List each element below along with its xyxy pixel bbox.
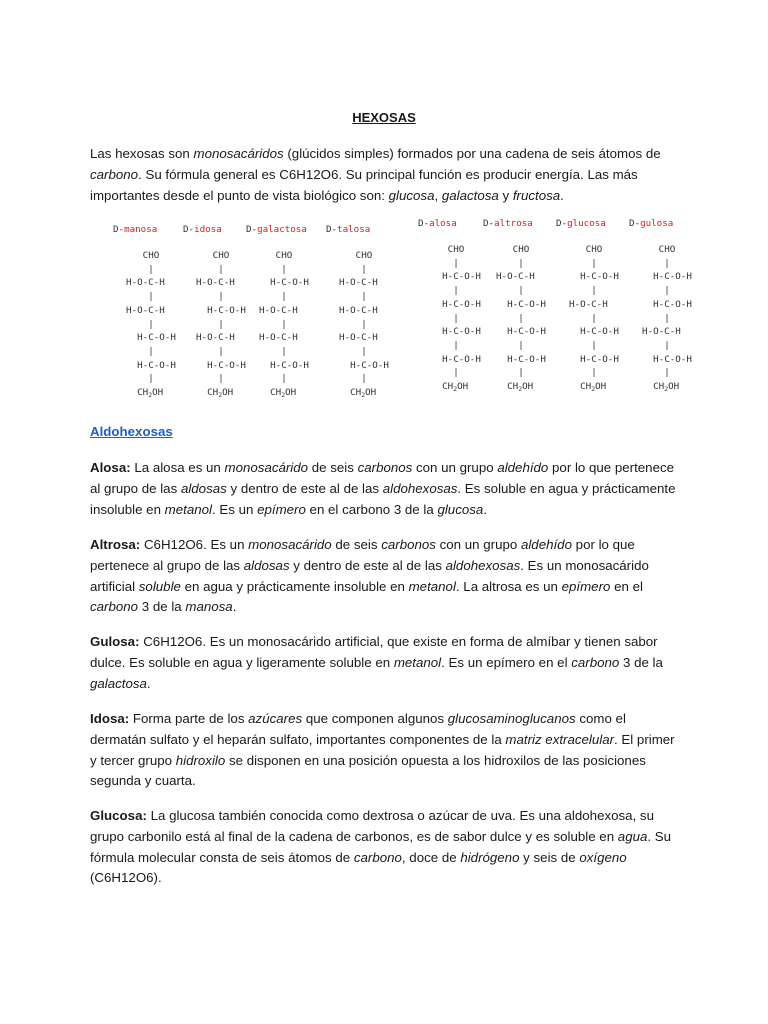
structure-row: | [218, 318, 224, 330]
text: en agua y prácticamente insoluble en [180, 578, 409, 594]
structure-row: H-O-C-H [259, 332, 298, 344]
text: de seis [331, 537, 382, 552]
term-label: Idosa: [90, 711, 130, 726]
text: carbonos [381, 537, 436, 552]
hexose-structures-figure [113, 214, 693, 404]
structure-row: H-O-C-H [339, 277, 378, 289]
text: aldehído [497, 460, 549, 475]
structure-row: | [453, 367, 459, 379]
text: monosacárido [248, 537, 332, 552]
text: que componen algunos [302, 711, 448, 726]
paragraph-alosa [90, 458, 680, 520]
text: . [232, 599, 237, 615]
structure-name [418, 218, 457, 229]
structure-row: H-C-O-H [507, 326, 546, 338]
structure-row: | [453, 312, 459, 324]
structure-row: $CH_2OH$ [350, 387, 377, 399]
text: por lo que pertenece al grupo de las [90, 537, 635, 573]
structure-row: H-C-O-H [507, 353, 546, 365]
structure-row: H-O-C-H [259, 304, 298, 316]
structure-row: CHO [512, 244, 530, 255]
structure-row: H-C-O-H [653, 298, 692, 310]
structure-altrosa [483, 218, 546, 393]
text: La glucosa también conocida como dextrosa o azúcar de uva. Es una aldohexosa, su grupo carbonilo está al final de la cadena de carbonos, es de sabor dulce y es soluble en [90, 808, 654, 844]
text: y dentro de este al de las [226, 480, 383, 496]
structure-row: | [664, 285, 670, 297]
structure-alosa [418, 218, 481, 393]
page-title: HEXOSAS [352, 110, 416, 125]
text: , doce de [401, 849, 461, 865]
text: . Es un [211, 501, 258, 517]
structure-row: | [591, 285, 597, 297]
text: carbonos [357, 460, 413, 475]
structure-row: | [664, 339, 670, 351]
text: . Es un epímero en el [441, 654, 572, 670]
structure-row: CHO [447, 244, 465, 255]
structure-row: | [148, 373, 154, 385]
text: metanol [408, 578, 456, 594]
paragraph-glucosa [90, 806, 680, 889]
text: carbono [353, 849, 402, 865]
structure-row: | [453, 285, 459, 297]
structure-name [326, 224, 370, 235]
term-label: Alosa: [90, 460, 131, 475]
structure-row: CHO [355, 250, 373, 261]
text: monosacárido [224, 460, 309, 475]
structure-row: H-O-C-H [339, 332, 378, 344]
text: metanol [393, 654, 442, 670]
structure-label: gulosa [640, 218, 674, 229]
text: glucosa [437, 501, 484, 517]
structure-row: | [218, 291, 224, 303]
text: aldosas [243, 557, 290, 573]
structure-row: | [664, 312, 670, 324]
structure-row: | [281, 345, 287, 357]
text: hidroxilo [175, 752, 226, 768]
text: , [434, 187, 442, 203]
structure-row: H-C-O-H [137, 359, 176, 371]
structure-row: | [361, 318, 367, 330]
structure-row: H-C-O-H [580, 353, 619, 365]
text: . Su fórmula general es C6H12O6. Su principal función es producir energía. Las más importantes desde el punto de vista biológico son: [90, 166, 638, 203]
structure-row: $CH_2OH$ [270, 387, 297, 399]
text: . Su fórmula molecular consta de seis átomos de [90, 828, 672, 865]
structure-gulosa [629, 218, 692, 393]
structure-row: CHO [142, 250, 160, 261]
structure-prefix: D- [183, 224, 195, 235]
structure-row: H-C-O-H [207, 304, 246, 316]
text: manosa [185, 599, 233, 615]
text: . [146, 675, 151, 691]
structure-prefix: D- [556, 218, 568, 229]
structure-row: H-C-O-H [442, 298, 481, 310]
structure-row: H-O-C-H [196, 332, 235, 344]
structure-row: | [148, 263, 154, 275]
text: azúcares [248, 711, 303, 726]
structure-row: $CH_2OH$ [653, 381, 680, 393]
structure-row: H-O-C-H [339, 304, 378, 316]
text: glucosaminoglucanos [447, 711, 576, 726]
structure-row: | [591, 367, 597, 379]
text: Las hexosas son [90, 146, 194, 161]
structure-row: | [664, 367, 670, 379]
structure-row: H-C-O-H [442, 271, 481, 283]
structure-row: | [518, 312, 524, 324]
text: fructosa [512, 187, 561, 203]
structure-row: H-O-C-H [126, 277, 165, 289]
structure-name [556, 218, 606, 229]
text: carbono [90, 166, 139, 182]
text: monosacáridos [193, 146, 284, 161]
structure-prefix: D- [418, 218, 430, 229]
text: glucosa [388, 187, 435, 203]
structure-row: H-C-O-H [507, 298, 546, 310]
structure-prefix: D- [483, 218, 495, 229]
structure-row: | [361, 345, 367, 357]
text: galactosa [90, 675, 147, 691]
text: en el carbono 3 de la [305, 501, 438, 517]
structure-row: CHO [585, 244, 603, 255]
structure-glucosa [556, 218, 619, 393]
structure-prefix: D- [326, 224, 338, 235]
structure-row: | [361, 263, 367, 275]
structure-row: | [281, 291, 287, 303]
structure-label: altrosa [494, 218, 533, 229]
text: aldehído [520, 537, 572, 552]
term-label: Gulosa: [90, 634, 140, 649]
text: . Es un monosacárido artificial [90, 557, 649, 594]
text: por lo que pertenece al grupo de las [90, 460, 675, 496]
structure-row: | [453, 257, 459, 269]
text: agua [617, 828, 648, 844]
structure-name [483, 218, 533, 229]
structure-prefix: D- [629, 218, 641, 229]
structure-row: H-C-O-H [137, 332, 176, 344]
structure-row: $CH_2OH$ [442, 381, 469, 393]
text: metanol [164, 501, 212, 517]
structure-row: | [591, 312, 597, 324]
structure-row: | [148, 318, 154, 330]
structure-row: H-O-C-H [196, 277, 235, 289]
structure-row: $CH_2OH$ [580, 381, 607, 393]
text: C6H12O6. Es un [140, 537, 249, 552]
structure-row: | [518, 367, 524, 379]
text: carbono [90, 599, 139, 615]
structure-row: H-C-O-H [653, 271, 692, 283]
structure-row: H-C-O-H [653, 353, 692, 365]
structure-row: H-C-O-H [270, 277, 309, 289]
text: carbono [571, 654, 620, 670]
structure-row: H-O-C-H [496, 271, 535, 283]
text: matriz extracelular [505, 731, 615, 747]
structure-row: | [518, 285, 524, 297]
text: galactosa [441, 187, 499, 203]
structure-label: galactosa [257, 224, 307, 235]
text: soluble [138, 578, 181, 594]
text: y [498, 187, 513, 203]
structure-manosa [113, 224, 176, 399]
text: La alosa es un [130, 460, 225, 475]
structure-label: idosa [194, 224, 222, 235]
structure-row: | [218, 345, 224, 357]
structure-name [246, 224, 307, 235]
structure-row: | [591, 257, 597, 269]
structure-label: manosa [124, 224, 158, 235]
structure-row: $CH_2OH$ [207, 387, 234, 399]
structure-label: alosa [429, 218, 457, 229]
structure-row: | [591, 339, 597, 351]
structure-row: | [281, 263, 287, 275]
structure-name [113, 224, 157, 235]
structure-row: H-C-O-H [580, 271, 619, 283]
text: . [483, 501, 487, 517]
structure-row: CHO [658, 244, 676, 255]
structure-prefix: D- [113, 224, 125, 235]
structure-row: | [218, 373, 224, 385]
text: C6H12O6. Es un monosacárido artificial, que existe en forma de almíbar y tienen sabor dulce. Es soluble en agua y ligeramente soluble en [90, 634, 658, 670]
structure-row: H-C-O-H [350, 359, 389, 371]
text: y dentro de este al de las [289, 557, 446, 573]
structure-row: | [281, 318, 287, 330]
structure-row: H-O-C-H [569, 298, 608, 310]
structure-row: | [218, 263, 224, 275]
text: aldosas [180, 480, 227, 496]
text: se disponen en una posición opuesta a los hidroxilos de las posiciones segunda y cuarta. [90, 752, 646, 789]
text: aldohexosas [445, 557, 521, 573]
structure-row: $CH_2OH$ [137, 387, 164, 399]
structure-row: H-C-O-H [207, 359, 246, 371]
structure-row: | [361, 373, 367, 385]
section-link-aldohexosas[interactable]: Aldohexosas [90, 424, 173, 439]
structure-row: | [453, 339, 459, 351]
text: . La altrosa es un [455, 578, 562, 594]
text: aldohexosas [382, 480, 458, 496]
text: como el dermatán sulfato y el heparán sulfato, importantes componentes de la [90, 711, 626, 747]
text: oxígeno [579, 849, 627, 865]
structure-row: | [664, 257, 670, 269]
structure-prefix: D- [246, 224, 258, 235]
text: con un grupo [435, 537, 521, 552]
term-label: Glucosa: [90, 808, 147, 823]
structure-row: H-C-O-H [442, 353, 481, 365]
structure-row: H-O-C-H [642, 326, 681, 338]
structure-name [629, 218, 673, 229]
structure-row: | [148, 345, 154, 357]
text: de seis [308, 460, 358, 475]
structure-row: | [281, 373, 287, 385]
text: epímero [257, 501, 306, 517]
structure-row: H-O-C-H [126, 304, 165, 316]
structure-idosa [183, 224, 246, 399]
text: hidrógeno [460, 849, 520, 865]
structure-row: CHO [212, 250, 230, 261]
structure-row: H-C-O-H [442, 326, 481, 338]
structure-label: glucosa [567, 218, 606, 229]
structure-row: $CH_2OH$ [507, 381, 534, 393]
structure-row: | [361, 291, 367, 303]
paragraph-altrosa [90, 535, 680, 618]
text: . [560, 187, 564, 203]
text: (C6H12O6). [90, 870, 162, 886]
structure-galactosa [246, 224, 309, 399]
paragraph-gulosa [90, 632, 680, 694]
text: y seis de [519, 849, 580, 865]
structure-row: H-C-O-H [270, 359, 309, 371]
text: con un grupo [412, 460, 498, 475]
text: . El primer y tercer grupo [90, 731, 675, 768]
structure-label: talosa [337, 224, 371, 235]
text: (glúcidos simples) formados por una cadena de seis átomos de [283, 146, 661, 161]
text: . Es soluble en agua y prácticamente insoluble en [90, 480, 676, 517]
text: 3 de la [138, 599, 186, 615]
text: en el [610, 578, 643, 594]
structure-row: CHO [275, 250, 293, 261]
structure-row: | [148, 291, 154, 303]
structure-row: | [518, 257, 524, 269]
structure-row: H-C-O-H [580, 326, 619, 338]
structure-name [183, 224, 222, 235]
structure-row: | [518, 339, 524, 351]
text: epímero [561, 578, 611, 594]
paragraph-idosa [90, 709, 680, 792]
intro-paragraph [90, 144, 680, 206]
term-label: Altrosa: [90, 537, 141, 552]
text: 3 de la [619, 654, 663, 670]
text: Forma parte de los [129, 711, 249, 726]
structure-talosa [326, 224, 389, 399]
